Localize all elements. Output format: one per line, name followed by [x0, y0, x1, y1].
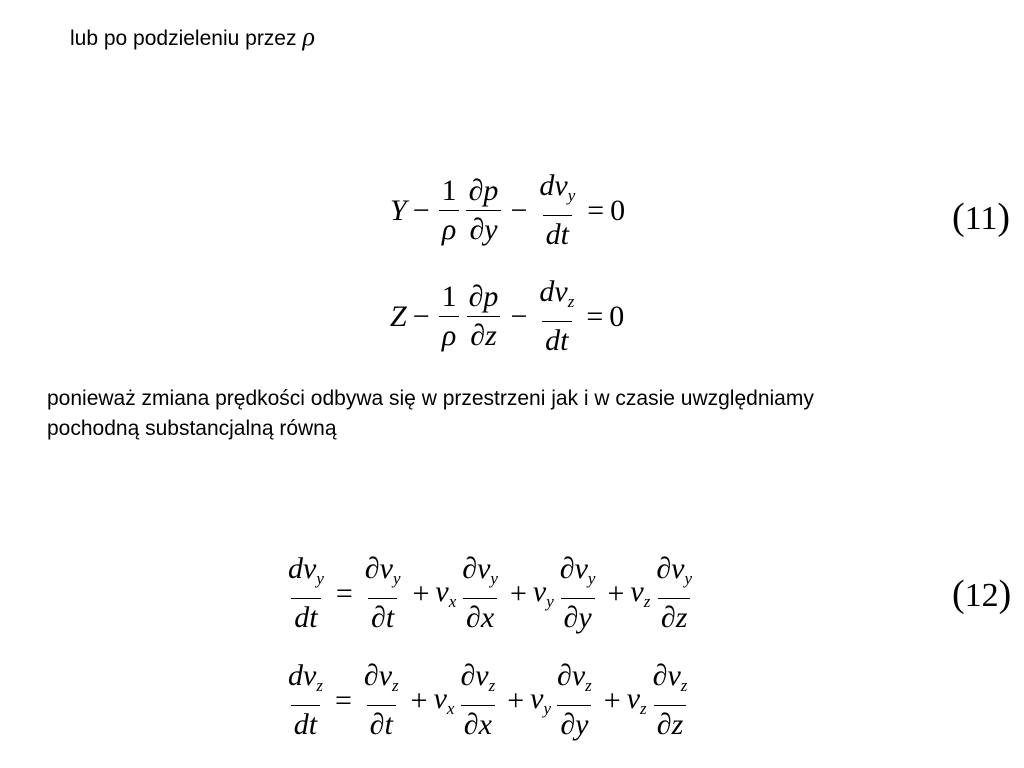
denominator: ∂z — [654, 705, 687, 741]
numerator: $\partial v_z$ — [557, 659, 592, 695]
denominator: dt — [543, 215, 572, 251]
numerator: $\partial v_z$ — [363, 659, 399, 695]
eq12-vx: $v_x$ — [435, 575, 457, 611]
equation-number-12: (12) — [952, 573, 1012, 615]
eq12-frac-dvz-pz — [650, 660, 691, 741]
denominator: ∂t — [368, 598, 397, 634]
intro-text — [70, 24, 315, 52]
eq12-plus: + — [410, 683, 428, 717]
eq12-frac-dvy-pt — [362, 553, 404, 634]
middle-text-line1: ponieważ zmiana prędkości odbywa się w przestrzeni jak i w czasie uwzględniamy — [47, 387, 814, 410]
eq12-vx: $v_x$ — [433, 682, 455, 718]
eq11-frac-dvy-dt — [536, 170, 578, 251]
denominator: ∂t — [367, 705, 396, 741]
numerator: $\partial v_z$ — [652, 659, 688, 695]
eq11-equals: = — [586, 299, 604, 333]
numerator: $\partial v_z$ — [460, 659, 496, 695]
eq12-equals: = — [334, 683, 352, 717]
eq12-frac-dvz-py — [554, 660, 595, 741]
eq11-frac-one-over-rho — [439, 281, 460, 352]
eq12-frac-dvy-px — [459, 553, 501, 634]
eq12-vz: $v_z$ — [630, 575, 651, 611]
denominator: ∂z — [658, 598, 691, 634]
intro-label: lub po podzieleniu przez — [70, 27, 297, 50]
denominator: ρ — [439, 210, 459, 246]
eq12-frac-dvz-px — [457, 660, 498, 741]
rho-symbol: ρ — [302, 22, 315, 51]
eq11-minus: − — [412, 193, 430, 227]
denominator: ∂y — [557, 705, 591, 741]
numerator: ∂p — [468, 280, 499, 313]
denominator: ∂x — [461, 705, 495, 741]
eq11-frac-dp-dy — [466, 175, 502, 246]
denominator: dt — [542, 321, 571, 357]
numerator: $\partial v_y$ — [656, 552, 693, 588]
denominator: dt — [291, 598, 320, 634]
numerator: $dv_y$ — [288, 552, 324, 588]
equation-12-y — [282, 553, 698, 634]
denominator: dt — [291, 705, 320, 741]
eq11-minus: − — [510, 299, 528, 333]
numerator: $\partial v_y$ — [559, 552, 596, 588]
numerator: ∂p — [468, 174, 499, 207]
eq11-minus: − — [412, 299, 430, 333]
eq11-minus: − — [510, 193, 528, 227]
eq11-frac-one-over-rho — [439, 175, 460, 246]
eq11-zero: 0 — [610, 193, 626, 227]
numerator: 1 — [441, 174, 457, 207]
eq12-plus: + — [507, 683, 525, 717]
denominator: ∂z — [467, 316, 500, 352]
numerator: $\partial v_y$ — [364, 552, 401, 588]
numerator: $dv_y$ — [539, 169, 576, 205]
equation-number-11: (11) — [952, 196, 1011, 238]
denominator: ∂y — [466, 210, 500, 246]
equation-11-z — [390, 276, 624, 357]
eq12-vy: $v_y$ — [532, 575, 554, 611]
eq12-vy: $v_y$ — [530, 682, 551, 718]
eq12-frac-dvz-pt — [361, 660, 402, 741]
eq12-frac-dvy-dt — [285, 553, 327, 634]
denominator: ∂x — [463, 598, 497, 634]
eq12-plus: + — [603, 683, 621, 717]
eq12-plus: + — [509, 576, 527, 610]
eq12-plus: + — [412, 576, 430, 610]
eq12-equals: = — [335, 576, 353, 610]
middle-text-line2: pochodną substancjalną równą — [47, 417, 337, 440]
numerator: $\partial v_y$ — [462, 552, 498, 588]
eq12-plus: + — [607, 576, 625, 610]
eq12-frac-dvz-dt — [285, 660, 326, 741]
denominator: ∂y — [561, 598, 595, 634]
numerator: $dv_z$ — [288, 659, 323, 695]
numerator: 1 — [441, 280, 457, 313]
numerator: $dv_z$ — [539, 275, 575, 311]
eq12-frac-dvy-py — [557, 553, 599, 634]
eq11-lhs-y: Y — [390, 193, 407, 227]
eq11-frac-dvz-dt — [536, 276, 577, 357]
eq11-lhs-z: Z — [390, 299, 407, 333]
eq11-equals: = — [587, 193, 605, 227]
eq12-vz: $v_z$ — [626, 682, 647, 718]
equation-12-z — [282, 660, 693, 741]
eq11-zero: 0 — [609, 299, 625, 333]
equation-11-y — [390, 170, 625, 251]
eq11-frac-dp-dz — [466, 281, 502, 352]
denominator: ρ — [439, 316, 459, 352]
eq12-frac-dvy-pz — [653, 553, 695, 634]
